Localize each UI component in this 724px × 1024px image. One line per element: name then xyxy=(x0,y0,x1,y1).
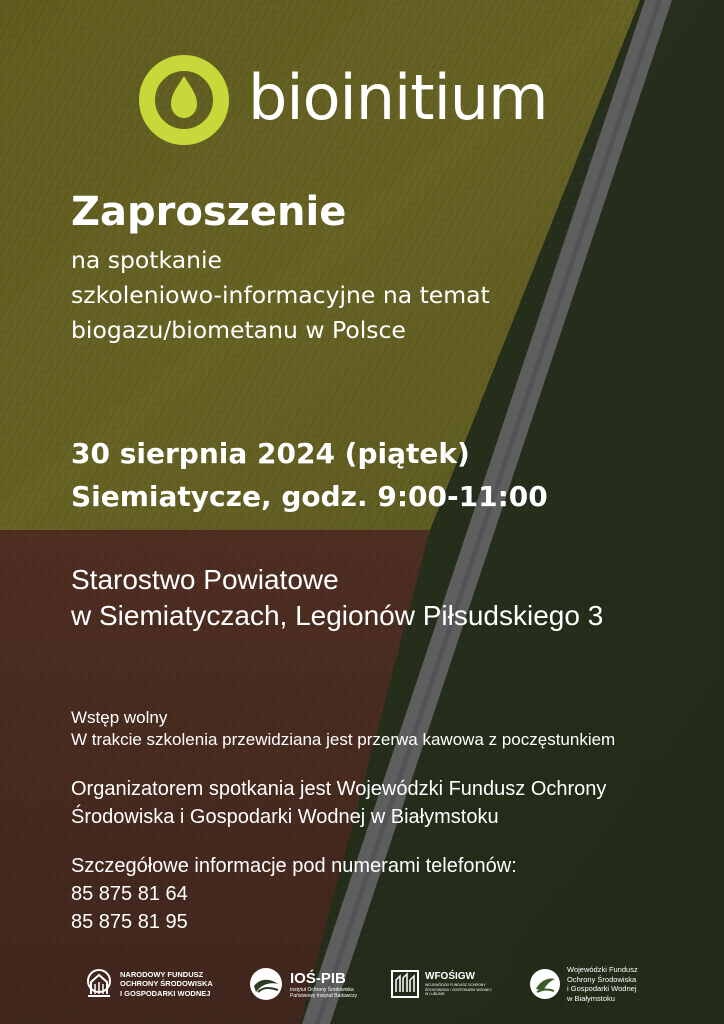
subtitle-line: biogazu/biometanu w Polsce xyxy=(71,316,406,344)
wfos-bialystok-line: w Białymstoku xyxy=(567,993,615,1003)
wfos-bialystok-emblem-icon xyxy=(528,967,562,1001)
ios-pib-emblem-icon xyxy=(248,966,284,1002)
wfosigw-sub-line: ŚRODOWISKA I GOSPODARKI WODNEJ xyxy=(425,987,492,992)
venue-line: w Siemiatyczach, Legionów Piłsudskiego 3 xyxy=(71,600,604,631)
phone-number: 85 875 81 95 xyxy=(71,911,188,933)
nfosigw-line: NARODOWY FUNDUSZ xyxy=(120,969,204,979)
subtitle-line: szkoleniowo-informacyjne na temat xyxy=(71,281,490,309)
nfosigw-line: I GOSPODARKI WODNEJ xyxy=(120,988,211,998)
ios-pib-logo xyxy=(248,964,357,1004)
venue-address xyxy=(71,562,603,634)
brand-name: bioinitium xyxy=(248,61,548,134)
ios-pib-name: IOŚ-PIB xyxy=(290,969,346,987)
ios-pib-sub-line: Państwowy Instytut Badawczy xyxy=(290,992,357,999)
nfosigw-logo xyxy=(84,964,213,1004)
wfosigw-emblem-icon xyxy=(390,968,420,1000)
event-date: 30 sierpnia 2024 (piątek) xyxy=(71,437,470,470)
ios-pib-sub-line: Instytut Ochrony Środowiska xyxy=(290,986,354,993)
entry-notes xyxy=(71,707,615,751)
coffee-break-text: W trakcie szkolenia przewidziana jest przerwa kawowa z poczęstunkiem xyxy=(71,730,616,749)
wfosigw-lublin-logo xyxy=(390,964,492,1004)
wfosigw-name: WFOŚIGW xyxy=(425,971,475,983)
venue-line: Starostwo Powiatowe xyxy=(71,564,339,595)
wfosigw-sub-line: W LUBLINIE xyxy=(425,992,445,997)
contact-heading: Szczegółowe informacje pod numerami telefonów: xyxy=(71,855,517,877)
contact-info xyxy=(71,852,517,936)
invitation-title: Zaproszenie xyxy=(71,189,347,235)
wfos-bialystok-line: i Gospodarki Wodnej xyxy=(567,984,637,993)
nfosigw-emblem-icon xyxy=(84,968,114,1000)
wfosigw-sub-line: WOJEWÓDZKI FUNDUSZ OCHRONY xyxy=(425,983,486,988)
event-place-time: Siemiatycze, godz. 9:00-11:00 xyxy=(71,480,548,513)
organizer-line: Środowiska i Gospodarki Wodnej w Białymstoku xyxy=(71,806,499,828)
bioinitium-logo-icon xyxy=(138,54,230,146)
organizer-note xyxy=(71,775,606,831)
wfos-bialystok-logo xyxy=(528,964,638,1004)
nfosigw-line: OCHRONY ŚRODOWISKA xyxy=(120,979,213,989)
phone-number: 85 875 81 64 xyxy=(71,883,188,905)
invitation-subtitle xyxy=(71,243,711,348)
wfos-bialystok-line: Ochrony Środowiska xyxy=(567,974,637,984)
organizer-line: Organizatorem spotkania jest Wojewódzki Fundusz Ochrony xyxy=(71,778,607,800)
subtitle-line: na spotkanie xyxy=(71,246,222,274)
wfos-bialystok-line: Wojewódzki Fundusz xyxy=(567,965,638,974)
entry-free-text: Wstęp wolny xyxy=(71,708,168,727)
